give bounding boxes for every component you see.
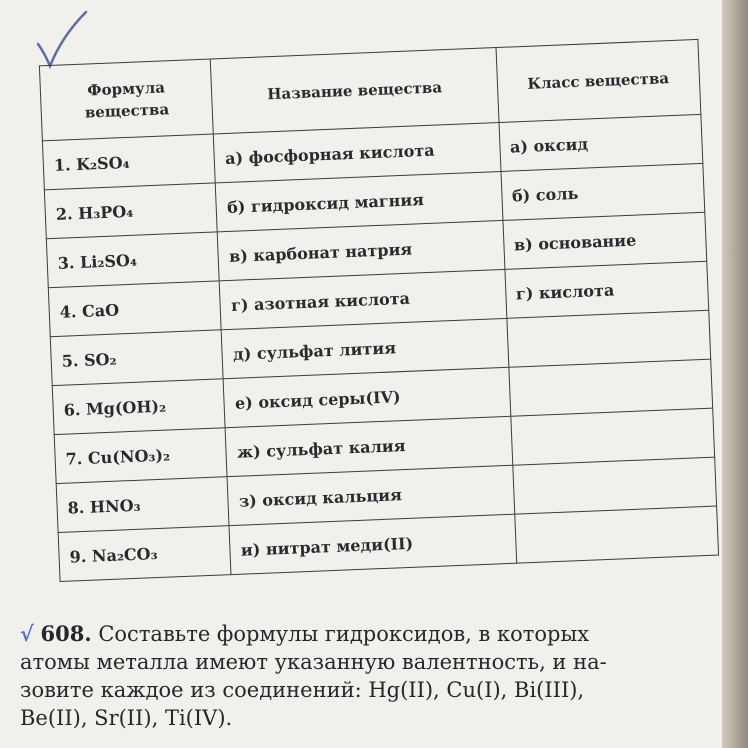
page-edge [722,0,748,748]
cell-name: з) оксид кальция [227,465,514,525]
cell-name: б) гидроксид магния [216,171,503,231]
tick-mark-icon: √ [20,621,34,646]
cell-class [508,359,712,416]
cell-name: г) азотная кислота [220,269,507,329]
cell-class [512,457,716,514]
header-class: Класс вещества [496,39,701,122]
exercise-608 [20,620,710,732]
header-name: Название вещества [211,48,499,134]
exercise-first-line [20,620,710,648]
cell-formula: 7. Cu(NO₃)₂ [54,428,227,484]
matching-table [39,39,719,582]
cell-formula: 4. CaO [48,281,221,337]
exercise-text-line-1: Составьте формулы гидроксидов, в которых [98,622,590,646]
cell-formula: 1. K₂SO₄ [42,134,215,190]
cell-class [510,408,714,465]
matching-table-wrap [24,17,730,604]
cell-name: в) карбонат натрия [218,220,505,280]
cell-class: г) кислота [504,261,708,318]
exercise-text-line-3: зовите каждое из соединений: Hg(II), Cu(I), Bi(III), [20,678,585,702]
cell-formula: 5. SO₂ [50,330,223,386]
header-formula: Формула вещества [39,59,213,141]
exercise-text-line-4: Be(II), Sr(II), Ti(IV). [20,706,233,730]
exercise-text-line-2: атомы металла имеют указанную валентность, и на- [20,650,607,674]
cell-name: а) фосфорная кислота [214,123,501,183]
cell-class: в) основание [502,212,706,269]
exercise-number: 608. [40,621,92,646]
cell-class [506,310,710,367]
cell-formula: 8. HNO₃ [56,477,229,533]
cell-class: а) оксид [499,114,703,171]
cell-name: д) сульфат лития [222,318,509,378]
cell-formula: 9. Na₂CO₃ [58,526,231,582]
cell-class: б) соль [501,163,705,220]
cell-formula: 3. Li₂SO₄ [46,232,219,288]
cell-name: е) оксид серы(IV) [224,367,511,427]
cell-formula: 2. H₃PO₄ [44,183,217,239]
cell-formula: 6. Mg(OH)₂ [52,379,225,435]
cell-class [514,506,718,563]
cell-name: ж) сульфат калия [226,416,513,476]
cell-name: и) нитрат меди(II) [229,514,516,574]
